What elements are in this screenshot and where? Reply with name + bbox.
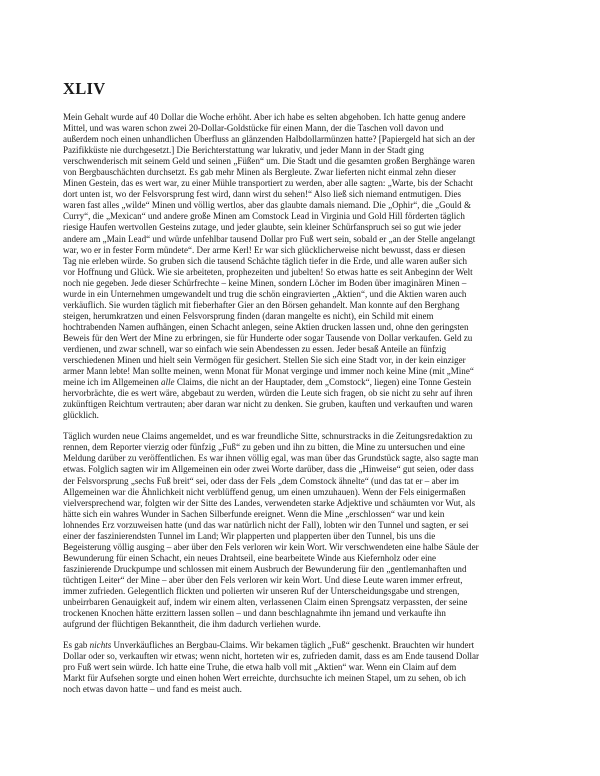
text-line: Markt für Aufsehen sorgte und einen hohen Wert erreichte, durchsuchte ich meinen Stapel, um zu sehen, ob ich [63,673,466,684]
text-line: verkäuflich. Sie wurden täglich mit fieberhafter Gier an den Börsen gehandelt. Man konnte auf den Berghang [63,299,460,310]
text-line: verschwenderisch mit seinem Geld und seinen „Füßen“ um. Die Stadt und die gesamten großen Berghänge waren [63,156,475,167]
text-line: meine ich im Allgemeinen alle Claims, die nicht an der Hauptader, dem „Comstock“, liegen) eine Tonne Gestein [63,377,472,388]
body-text [63,112,539,695]
text-line: Beweis für den Wert der Mine zu erbringen, sie für Hunderte oder sogar Tausende von Dollar verkaufen. Geld zu [63,332,473,343]
text-line: Dollar oder so, verkauften wir etwas; wenn nicht, horteten wir es, zufrieden damit, dass es am Ende tausend Dollar [63,651,480,662]
text-line: Tag nie erleben würde. So gruben sich die tausend Schächte täglich tiefer in die Erde, und alle waren außer sich [63,255,468,266]
text-line: Meldung darüber zu veröffentlichen. Es war ihnen völlig egal, was man über das Grundstück sagte, also sagte man [63,453,479,464]
text-line: faszinierende Druckpumpe und schlossen mit einem Ausbruch der Bewunderung für den „gentlemanhaften und [63,563,467,574]
text-line: war, wo er in fester Form mündete“. Der arme Kerl! Er war sich glücklicherweise nicht bewusst, dass er diesen [63,244,466,255]
document-page [63,80,539,705]
text-line: einer der faszinierendsten Tunnel im Land; Wir plapperten und plapperten über den Tunnel, bis uns die [63,530,436,541]
text-line: immer zufrieden. Gelegentlich flickten und polierten wir unseren Ruf der Unterscheidungsgabe und strengen, [63,585,460,596]
text-line: andere am „Main Lead“ und würde unfehlbar tausend Dollar pro Fuß wert sein, sobald er „an der Stelle angelangt [63,233,476,244]
text-line: zukünftigen Reichtum vertrauten; aber daran war nicht zu denken. Sie gruben, kauften und verkauften und waren [63,399,473,410]
text-line: rennen, dem Reporter vierzig oder fünfzig „Fuß“ zu geben und ihn zu bitten, die Mine zu untersuchen und eine [63,442,465,453]
text-line: der Felsvorsprung „sechs Fuß breit“ sei, oder dass der Fels „dem Comstock ähnelte“ (und das tat er – aber im [63,475,459,486]
text-line: waren fast alles „wilde“ Minen und völlig wertlos, aber das glaubte damals niemand. Die „Ophir“, die „Gould & [63,200,471,211]
text-line: hätte sich ein wahres Wunder in Sachen Silberfunde ereignet. Wenn die Mine „erschlossen“ war und kein [63,508,445,519]
text-line: dort unten ist, wo der Felsvorsprung fest wird, dann wirst du sehen!“ Also ließ sich niemand entmutigen. Dies [63,189,461,200]
text-line: lohnendes Erz vorzuweisen hatte (und das war natürlich nicht der Fall), lobten wir den Tunnel und sagten, er sei [63,519,469,530]
text-line: armer Mann lebte! Man sollte meinen, wenn Monat für Monat verginge und immer noch keine Mine (mit „Mine“ [63,366,474,377]
text-line: außerdem noch einen unhandlichen Überfluss an glänzenden Halbdollarmünzen hatte? [Papiergeld hat sich an der [63,134,476,145]
text-line: Mittel, und was waren schon zwei 20-Dollar-Goldstücke für einen Mann, der die Taschen voll davon und [63,123,444,134]
text-line: vielversprechend war, folgten wir der Sitte des Landes, verwendeten starke Adjektive und schäumten vor Wut, als [63,497,476,508]
text-line: noch etwas davon hatte – und fand es meist auch. [63,684,242,695]
text-line: Begeisterung völlig ausging – aber über den Fels verloren wir kein Wort. Wir verschwendeten eine halbe Säule der [63,541,479,552]
text-line: unbeirrbaren Genauigkeit auf, indem wir einem alten, verlassenen Claim einen Sprengsatz verpassten, der seine [63,597,468,608]
paragraph [63,640,539,695]
text-line: tüchtigen Leiter“ der Mine – aber über den Fels verloren wir kein Wort. Und diese Leute waren immer erfreut, [63,574,463,585]
text-line: Mein Gehalt wurde auf 40 Dollar die Woche erhöht. Aber ich habe es selten abgehoben. Ich hatte genug andere [63,112,466,122]
text-line: hochtrabenden Namen aufhängen, einen Schacht anlegen, seine Aktien drucken lassen und, ohne den geringsten [63,321,469,332]
text-line: von Bergbauschächten durchsetzt. Es gab mehr Minen als Bergleute. Zwar lieferten nicht einmal zehn dieser [63,167,457,178]
text-line: aufgrund der flüchtigen Bekanntheit, die ihm dadurch verliehen wurde. [63,619,321,630]
text-line: hervorbrächte, die es wert wäre, abgebaut zu werden, würden die Leute sich fragen, ob sie nicht zu sehr auf ihren [63,388,473,399]
text-line: wurde in ein Unternehmen umgewandelt und trug die schön eingravierten „Aktien“, und die Aktien waren auch [63,288,467,299]
text-line: Es gab nichts Unverkäufliches an Bergbau-Claims. Wir bekamen täglich „Fuß“ geschenkt. Brauchten wir hundert [63,640,475,651]
text-line: verschiedenen Minen und hielt sein Vermögen für gesichert. Stellen Sie sich eine Stadt vor, in der kein einziger [63,355,466,366]
chapter-title: XLIV [63,79,106,98]
text-line: Täglich wurden neue Claims angemeldet, und es war freundliche Sitte, schnurstracks in die Zeitungsredaktion zu [63,431,473,442]
text-line: riesige Haufen wertvollen Gesteins zutage, und jeder glaubte, sein kleiner Schürfanspruch sei so gut wie jeder [63,222,462,233]
paragraph [63,112,539,421]
text-line: Curry“, die „Mexican“ und andere große Minen am Comstock Lead in Virginia und Gold Hill förderten täglich [63,211,465,222]
text-line: glücklich. [63,410,99,421]
text-line: Bewunderung für einen Schacht, ein neues Drahtseil, eine bearbeitete Winde aus Kiefernholz oder eine [63,552,437,563]
text-line: trockenen Knochen hätte erzittern lassen sollen – und dann beschlagnahmte ihn jemand und verkaufte ihn [63,608,446,619]
text-line: Minen Gestein, das es wert war, zu einer Mühle transportiert zu werden, aber alle sagten: „Warte, bis der Schacht [63,178,473,189]
text-line: verdienen, und zwar schnell, war so einfach wie sein Abendessen zu essen. Jeder besaß Anteile an fünfzig [63,343,447,354]
text-line: vor Hoffnung und Glück. Wie sie arbeiteten, prophezeiten und jubelten! So etwas hatte es seit Anbeginn der Welt [63,266,473,277]
paragraph [63,431,539,630]
text-line: etwas. Folglich sagten wir im Allgemeinen ein oder zwei Worte darüber, dass die „Hinweise“ gut seien, oder dass [63,464,474,475]
text-line: pro Fuß wert sein würde. Ich hatte eine Truhe, die etwa halb voll mit „Aktien“ war. Wenn ein Claim auf dem [63,662,457,673]
text-line: steigen, herumkratzen und einen Felsvorsprung finden (daran mangelte es nicht), ein Schild mit einem [63,310,434,321]
text-line: noch nie gegeben. Jede dieser Schürfrechte – keine Minen, sondern Löcher im Boden über imaginären Minen – [63,277,467,288]
text-line: Pazifikküste nie durchgesetzt.] Die Berichterstattung war lukrativ, und jeder Mann in der Stadt ging [63,145,424,156]
text-line: Allgemeinen war die Ähnlichkeit nicht verblüffend genug, um einen umzuhauen). Wenn der Fels einigermaßen [63,486,466,497]
